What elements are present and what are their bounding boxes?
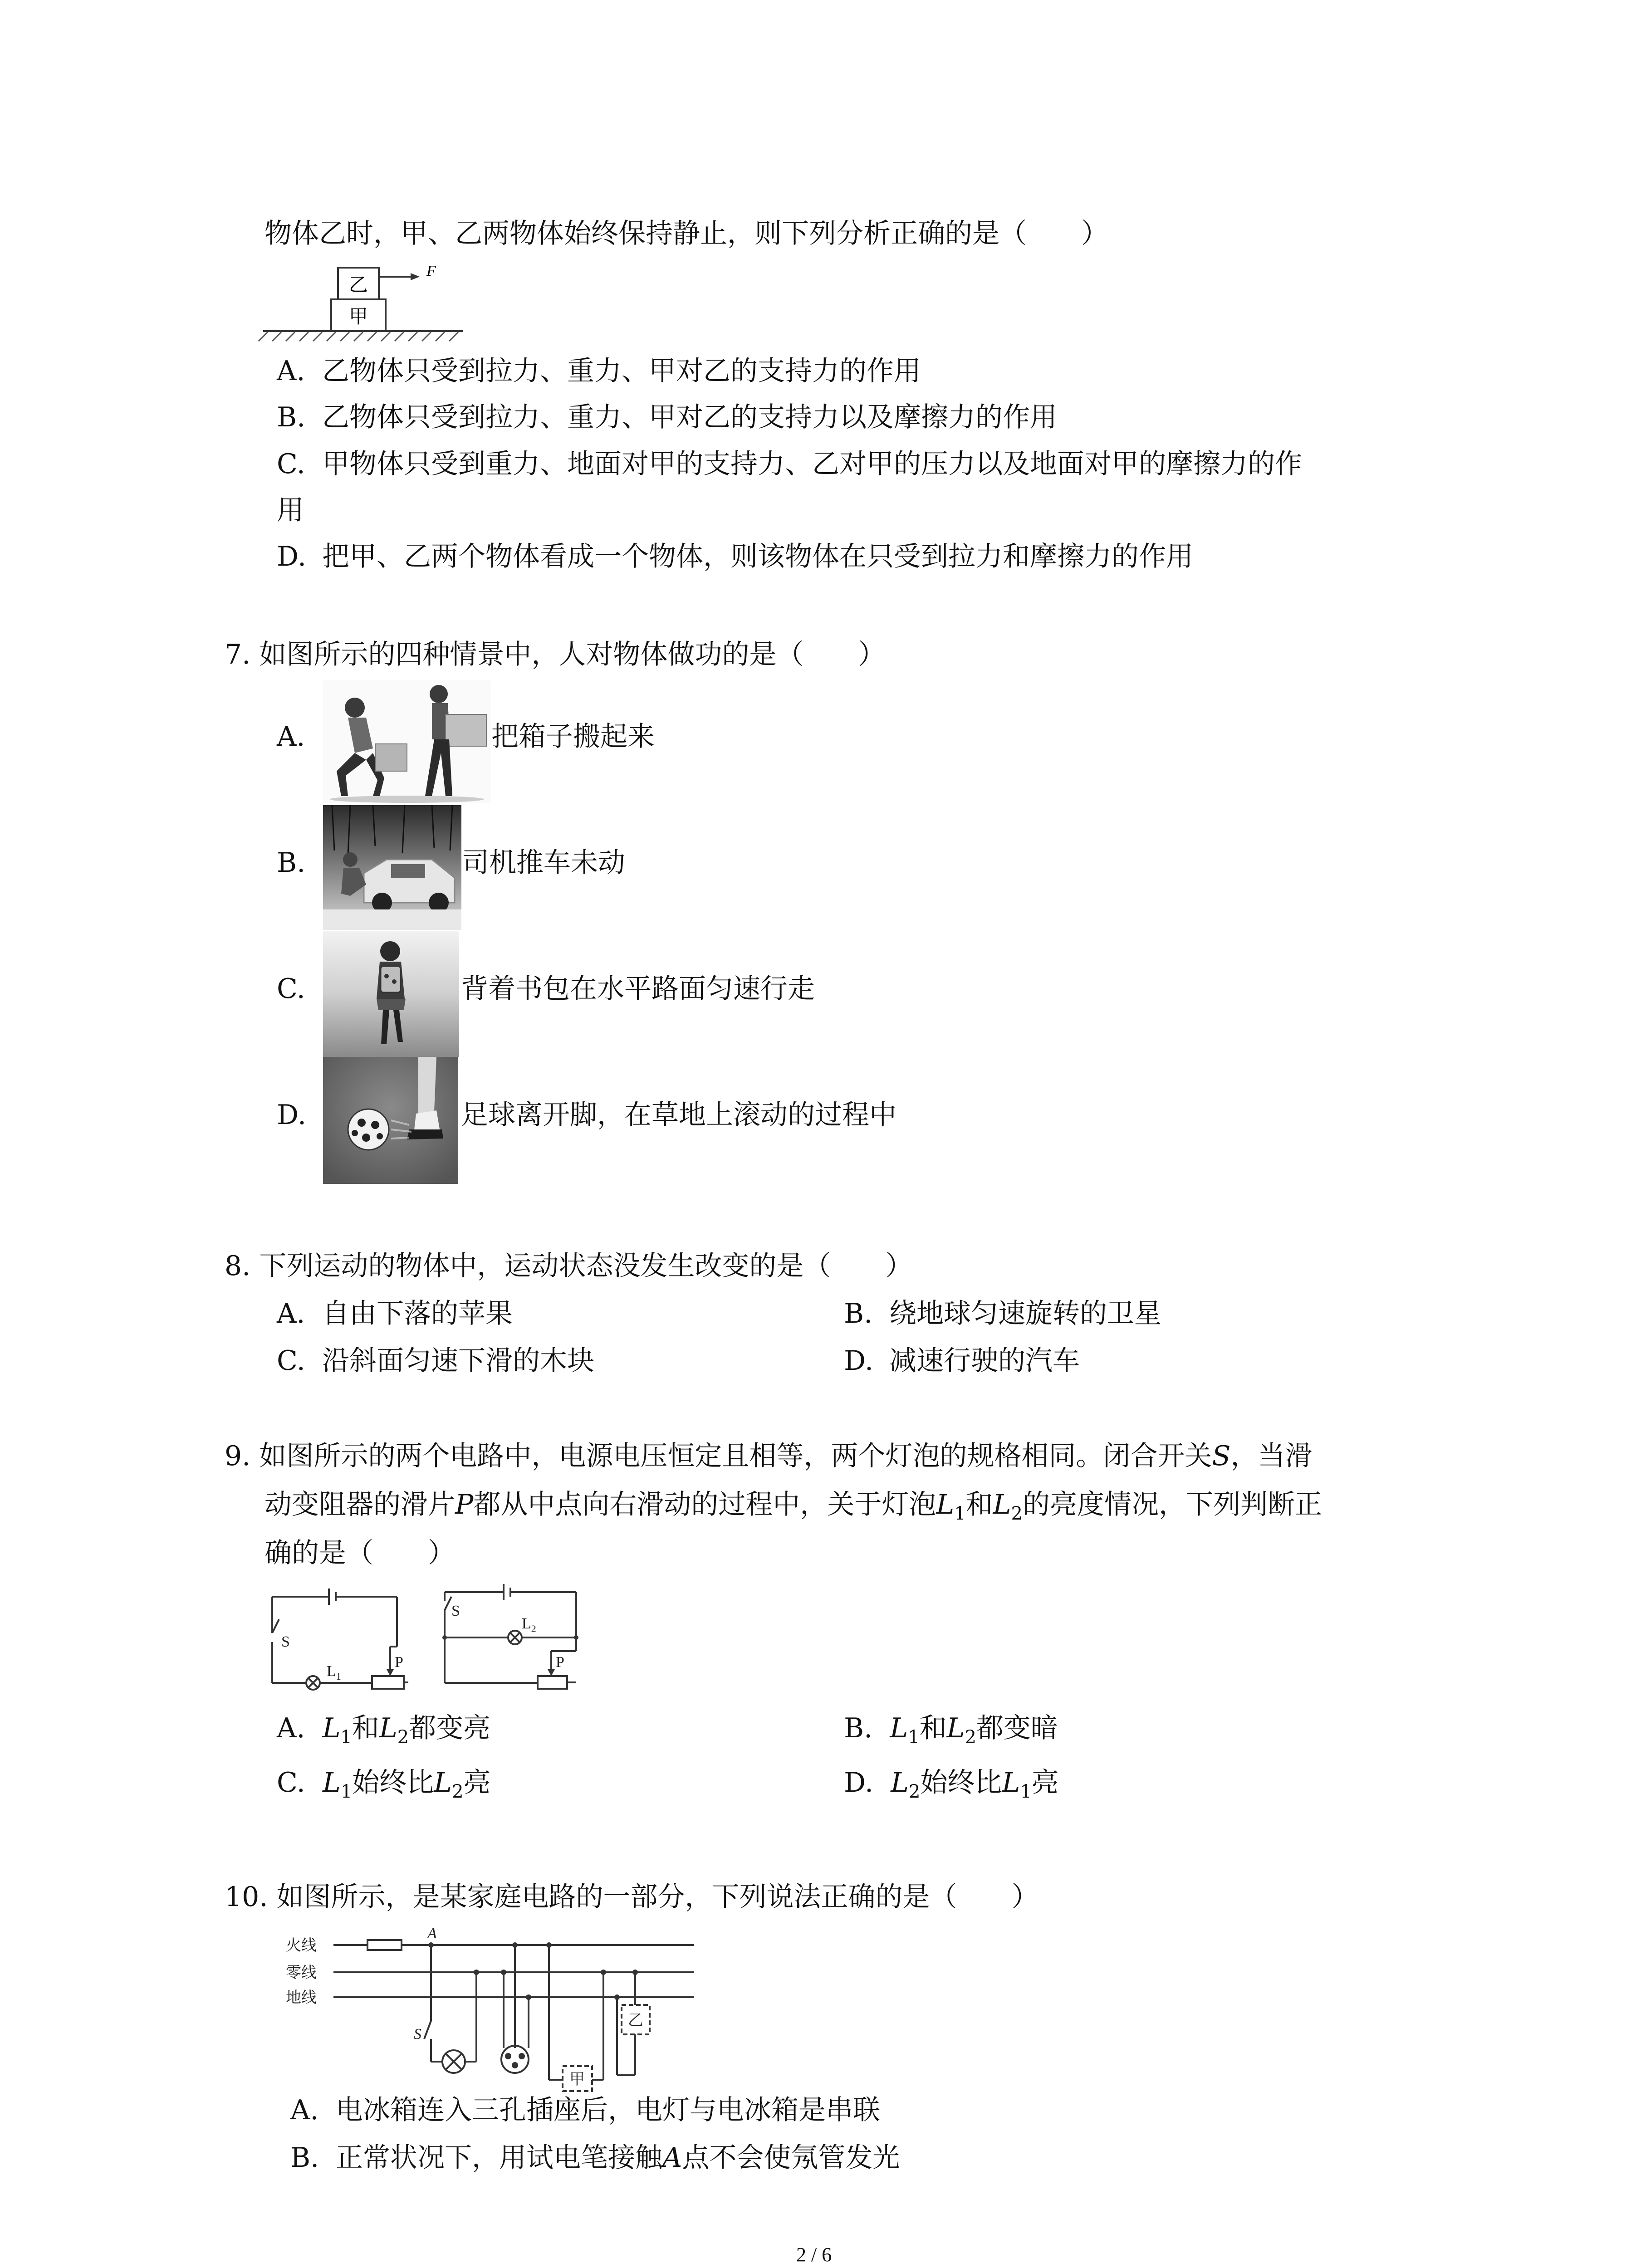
- q6-opt-c-text: 甲物体只受到重力、地面对甲的支持力、乙对甲的压力以及地面对甲的摩擦力的作: [322, 448, 1302, 480]
- q9-circuit-diagrams: [268, 1583, 585, 1701]
- fig1-slider-label: P: [395, 1654, 403, 1671]
- q8-opt-a-text: 自由下落的苹果: [322, 1298, 513, 1330]
- neutral-wire-label: 零线: [286, 1964, 317, 1982]
- pushing-car-image: [323, 805, 461, 930]
- point-a-label: A: [427, 1925, 437, 1942]
- q7-opt-c-letter: C.: [277, 973, 305, 1005]
- q7-opt-b-text: 司机推车未动: [462, 847, 625, 879]
- q8-stem: 8. 下列运动的物体中，运动状态没发生改变的是（ ）: [225, 1250, 913, 1282]
- fig1-lamp-label: $L_1$: [327, 1663, 341, 1682]
- q7-stem: 7. 如图所示的四种情景中，人对物体做功的是（ ）: [225, 639, 886, 670]
- q6-stem-tail: 物体乙时，甲、乙两物体始终保持静止，则下列分析正确的是（ ）: [265, 218, 1108, 249]
- q7-opt-b-letter: B.: [277, 847, 306, 879]
- q9-opt-c: C. $L_1$始终比$L_2$亮: [277, 1767, 491, 1802]
- live-wire-label: 火线: [286, 1936, 317, 1955]
- q10-household-circuit: [286, 1925, 703, 2088]
- fig2-lamp-label: $L_2$: [522, 1615, 536, 1634]
- block-jia-label: 甲: [348, 305, 368, 327]
- q6-opt-b-letter: B.: [277, 401, 306, 433]
- q8-opt-d-letter: D.: [844, 1345, 874, 1377]
- q6-opt-b-text: 乙物体只受到拉力、重力、甲对乙的支持力以及摩擦力的作用: [322, 401, 1057, 433]
- q6-block-figure: [263, 259, 472, 345]
- q9-opt-d: D. $L_2$始终比$L_1$亮: [844, 1767, 1059, 1802]
- kicking-ball-image: [323, 1057, 458, 1184]
- ground-wire-label: 地线: [286, 1989, 317, 2007]
- q8-opt-c-text: 沿斜面匀速下滑的木块: [322, 1345, 594, 1377]
- q8-opt-b-text: 绕地球匀速旋转的卫星: [889, 1298, 1161, 1330]
- q6-opt-c-letter: C.: [277, 448, 305, 480]
- appliance-jia-label: 甲: [569, 2070, 585, 2088]
- q6-opt-d-text: 把甲、乙两个物体看成一个物体，则该物体在只受到拉力和摩擦力的作用: [322, 541, 1193, 572]
- fig2-switch-label: S: [451, 1603, 460, 1619]
- q7-opt-d-letter: D.: [277, 1099, 307, 1131]
- q7-opt-c-text: 背着书包在水平路面匀速行走: [461, 973, 815, 1005]
- q10-opt-a-letter: A.: [290, 2094, 319, 2126]
- lifting-box-image: [323, 680, 491, 803]
- q6-opt-a-text: 乙物体只受到拉力、重力、甲对乙的支持力的作用: [322, 355, 921, 387]
- q9-opt-a: A. $L_1$和$L_2$都变亮: [277, 1712, 491, 1748]
- q8-opt-b-letter: B.: [844, 1298, 873, 1330]
- appliance-yi-label: 乙: [628, 2011, 643, 2029]
- q9-stem-line1: 9. 如图所示的两个电路中，电源电压恒定且相等，两个灯泡的规格相同。闭合开关S，当滑: [225, 1440, 1313, 1472]
- q9-stem-line2: 动变阻器的滑片P都从中点向右滑动的过程中，关于灯泡$L_1$和$L_2$的亮度情况，下列判断正: [265, 1489, 1322, 1524]
- q9-opt-b: B. $L_1$和$L_2$都变暗: [844, 1712, 1058, 1748]
- q9-stem-line3: 确的是（ ）: [265, 1537, 455, 1569]
- switch-s-label: S: [414, 2026, 421, 2043]
- q6-opt-c-wrap: 用: [277, 494, 304, 526]
- q8-opt-a-letter: A.: [277, 1298, 305, 1330]
- q7-opt-a-letter: A.: [277, 721, 305, 753]
- block-yi-label: 乙: [348, 274, 368, 296]
- force-f-label: F: [426, 263, 436, 279]
- q7-opt-d-text: 足球离开脚，在草地上滚动的过程中: [461, 1099, 896, 1131]
- walking-schoolbag-image: [323, 931, 459, 1057]
- q10-stem: 10. 如图所示，是某家庭电路的一部分，下列说法正确的是（ ）: [225, 1881, 1039, 1913]
- q10-opt-b-text: 正常状况下，用试电笔接触A点不会使氖管发光: [336, 2142, 900, 2174]
- q8-opt-d-text: 减速行驶的汽车: [889, 1345, 1080, 1377]
- q10-opt-b-letter: B.: [290, 2142, 319, 2174]
- q7-opt-a-text: 把箱子搬起来: [491, 721, 655, 753]
- q8-opt-c-letter: C.: [277, 1345, 305, 1377]
- fig1-switch-label: S: [281, 1633, 290, 1650]
- q6-opt-d-letter: D.: [277, 541, 307, 572]
- fig2-slider-label: P: [556, 1654, 564, 1671]
- q10-opt-a-text: 电冰箱连入三孔插座后，电灯与电冰箱是串联: [336, 2094, 880, 2126]
- page-number: 2 / 6: [796, 2244, 832, 2266]
- q6-opt-a-letter: A.: [277, 355, 305, 387]
